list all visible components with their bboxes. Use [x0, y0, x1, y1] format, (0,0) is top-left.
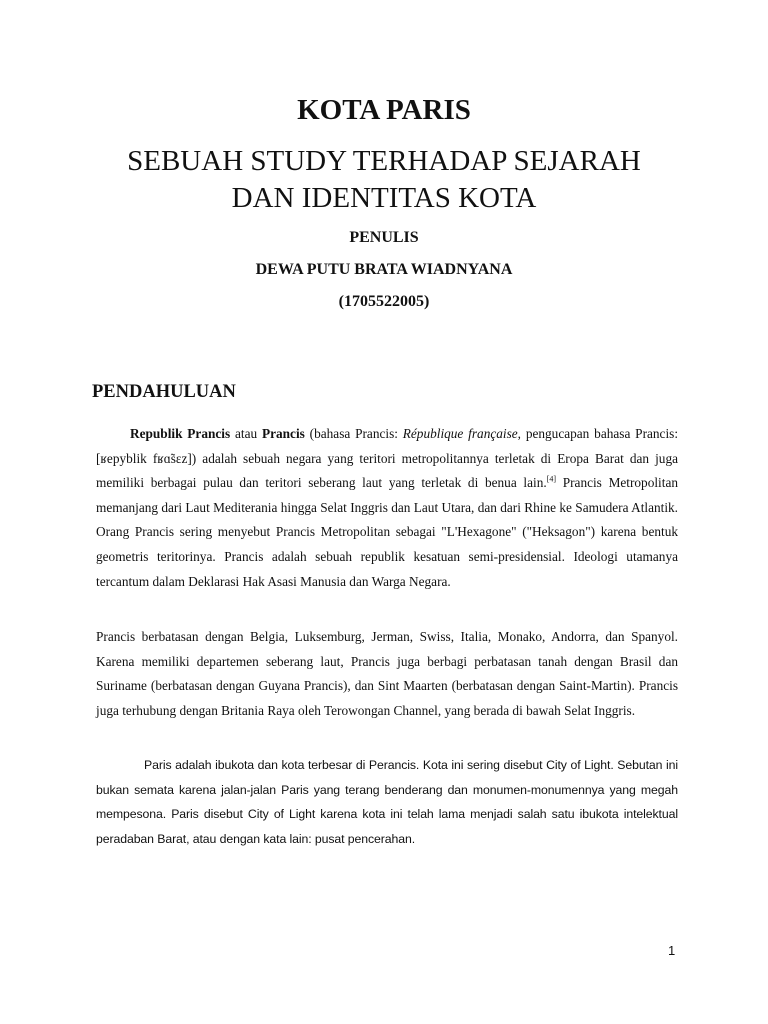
- page-number: 1: [668, 943, 676, 958]
- text-fragment: (bahasa Prancis:: [304, 426, 403, 441]
- subtitle-line-2: DAN IDENTITAS KOTA: [231, 182, 537, 214]
- italic-french-name: République française: [402, 426, 518, 441]
- bold-country-short: Prancis: [261, 426, 305, 441]
- author-id: (1705522005): [338, 293, 430, 310]
- text-fragment: atau: [230, 426, 262, 441]
- document-title: KOTA PARIS: [297, 94, 471, 126]
- paragraph-3: Paris adalah ibukota dan kota terbesar di Perancis. Kota ini sering disebut City of Light. Sebutan ini bukan semata karena jalan-jalan Paris yang terang benderang dan monumen-monumennya yang megah mempesona. Paris disebut City of Light karena kota ini telah lama menjadi salah satu ibukota intelektual peradaban Barat, atau dengan kata lain: pusat pencerahan.: [96, 758, 678, 846]
- footnote-reference[interactable]: [4]: [546, 474, 557, 484]
- document-subtitle: [0, 143, 768, 217]
- text-fragment: Prancis Metropolitan memanjang dari Laut Mediterania hingga Selat Inggris dan Laut Utara, dan dari Rhine ke Samudera Atlantik. Orang Prancis sering menyebut Prancis Metropolitan sebagai "L'Hexagone" ("Heksagon") karena bentuk geometris teritorinya. Prancis adalah sebuah republik kesatuan semi-presidensial. Ideologi utamanya tercantum dalam Deklarasi Hak Asasi Manusia dan Warga Negara.: [96, 475, 678, 589]
- text-fragment: , pengucapan bahasa Prancis: [ʁepyblik fʁɑ̃sɛz]) adalah sebuah negara yang teritori metropolitannya terletak di Eropa Barat dan juga memiliki berbagai pulau dan teritori seberang laut yang terletak di benua lain.: [96, 426, 679, 491]
- section-heading: PENDAHULUAN: [92, 382, 236, 402]
- author-label: PENULIS: [349, 229, 419, 246]
- subtitle-line-1: SEBUAH STUDY TERHADAP SEJARAH: [127, 145, 641, 177]
- paragraph-1: [96, 422, 678, 594]
- author-name: DEWA PUTU BRATA WIADNYANA: [255, 261, 513, 278]
- paragraph-2: Prancis berbatasan dengan Belgia, Luksemburg, Jerman, Swiss, Italia, Monako, Andorra, dan Spanyol. Karena memiliki departemen seberang laut, Prancis juga berbagi perbatasan tanah dengan Brasil dan Suriname (berbatasan dengan Guyana Prancis), dan Sint Maarten (berbatasan dengan Saint-Martin). Prancis juga terhubung dengan Britania Raya oleh Terowongan Channel, yang berada di bawah Selat Inggris.: [96, 629, 678, 718]
- bold-country-name: Republik Prancis: [130, 426, 231, 441]
